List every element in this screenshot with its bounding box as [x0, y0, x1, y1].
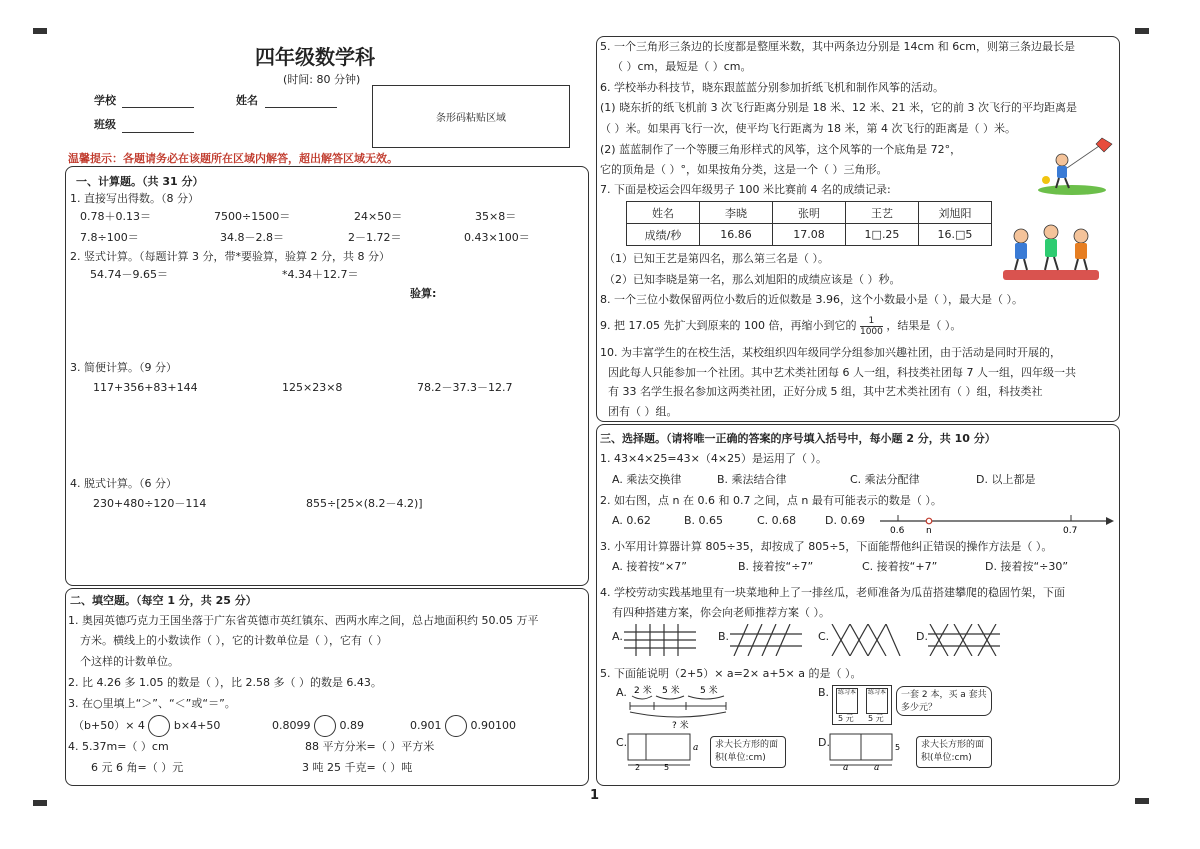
option-label[interactable]: A. [612, 630, 623, 643]
fill-line: 3 吨 25 千克=（ ）吨 [302, 761, 413, 774]
choice-option[interactable]: D. 接着按“÷30” [985, 560, 1069, 573]
segment-label: 2 米 [634, 686, 652, 696]
compare-circle[interactable] [314, 715, 336, 737]
speech-bubble: 求大长方形的面积(单位:cm) [916, 736, 992, 768]
school-label: 学校 [94, 94, 116, 107]
q7-heading: 7. 下面是校运会四年级男子 100 米比赛前 4 名的成绩记录: [600, 183, 891, 196]
choice-question: 有四种搭建方案，你会向老师推荐方案（ ）。 [612, 606, 830, 619]
q9-line [600, 314, 961, 338]
q6-line: (1) 晓东折的纸飞机前 3 次飞行距离分别是 18 米、12 米、21 米，它的前 3 次飞行的平均距离是 [600, 101, 1078, 114]
book-price: 5 元 [838, 714, 854, 723]
q5-line: 5. 一个三角形三条边的长度都是整厘米数，其中两条边分别是 14cm 和 6cm，则第三条边最长是 [600, 40, 1076, 53]
compare-right: b×4+50 [173, 719, 221, 732]
calc-item: 7.8÷100＝ [80, 231, 139, 244]
book-price: 5 元 [868, 714, 884, 723]
calc-item: 7500÷1500＝ [214, 210, 291, 223]
segment-label: ? 米 [672, 721, 689, 731]
book-icon: 练习本 [866, 688, 888, 714]
compare-row [272, 715, 364, 737]
dimension-label: 5 [664, 763, 670, 772]
registration-mark [33, 800, 47, 806]
q6-line: （ ）米。如果再飞行一次，使平均飞行距离为 18 米，第 4 次飞行的距离是（ ）米。 [600, 122, 1016, 135]
check-label: 验算: [410, 287, 437, 300]
name-label: 姓名 [236, 94, 258, 107]
section-2-title: 二、填空题。（每空 1 分，共 25 分） [70, 594, 257, 607]
fill-line: 88 平方分米=（ ）平方米 [305, 740, 435, 753]
q1-heading: 1. 直接写出得数。（8 分） [70, 192, 199, 205]
simplify-item: 78.2－37.3－12.7 [417, 381, 513, 394]
dimension-label: a [874, 763, 880, 772]
section-3-title: 三、选择题。（请将唯一正确的答案的序号填入括号中，每小题 2 分，共 10 分） [600, 432, 996, 445]
q7-sub: （1）已知王艺是第四名，那么第三名是（ ）。 [604, 252, 829, 265]
q4-heading: 4. 脱式计算。（6 分） [70, 477, 177, 490]
name-field[interactable] [265, 94, 337, 108]
class-label: 班级 [94, 118, 116, 131]
calc-item: 2－1.72＝ [348, 231, 402, 244]
school-field[interactable] [122, 94, 194, 108]
frame-cross-icon[interactable] [830, 624, 902, 656]
q9-text: 9. 把 17.05 先扩大到原来的 100 倍，再缩小到它的 [600, 319, 857, 332]
table-cell: 成绩/秒 [627, 224, 700, 246]
barcode-label: 条形码粘贴区域 [436, 113, 506, 124]
choice-question: 1. 43×4×25=43×（4×25）是运用了（ ）。 [600, 452, 828, 465]
q3-heading: 3. 简便计算。（9 分） [70, 361, 177, 374]
q2-heading: 2. 竖式计算。（每题计算 3 分，带*要验算，验算 2 分，共 8 分） [70, 250, 390, 263]
frame-grid-icon[interactable] [624, 624, 696, 656]
choice-option[interactable]: C. 接着按“+7” [862, 560, 938, 573]
warning-text: 温馨提示：各题请务必在该题所在区域内解答，超出解答区域无效。 [68, 152, 398, 165]
kite-illustration [1032, 136, 1118, 198]
q10-line: 因此每人只能参加一个社团。其中艺术类社团每 6 人一组，科技类社团每 7 人一组，四年级一共 [608, 366, 1076, 379]
table-header-cell: 张明 [773, 202, 846, 224]
fill-line: 方米。横线上的小数读作（ ），它的计数单位是（ ），它有（ ） [80, 634, 388, 647]
option-label[interactable]: D. [916, 630, 928, 643]
vertical-item: 54.74－9.65＝ [90, 268, 168, 281]
segment-diagram[interactable] [626, 684, 736, 732]
segment-label: 5 米 [662, 686, 680, 696]
fill-line: 4. 5.37m=（ ）cm [68, 740, 169, 753]
number-line-label: n [926, 526, 932, 536]
speech-bubble: 一套 2 本，买 a 套共多少元？ [896, 686, 992, 716]
q10-line: 10. 为丰富学生的在校生活，某校组织四年级同学分组参加兴趣社团，由于活动是同时开展的， [600, 346, 1061, 359]
vertical-item: *4.34＋12.7＝ [282, 268, 359, 281]
page-title: 四年级数学科 [255, 45, 375, 69]
compare-row [73, 715, 220, 737]
simplify-item: 125×23×8 [282, 381, 343, 394]
calc-item: 35×8＝ [475, 210, 517, 223]
choice-option[interactable]: D. 0.69 [825, 514, 865, 527]
runners-illustration [1003, 218, 1099, 284]
q8-line: 8. 一个三位小数保留两位小数后的近似数是 3.96，这个小数最小是（ ），最大是（ ）。 [600, 293, 1023, 306]
section-1-title: 一、计算题。（共 31 分） [76, 175, 204, 188]
q6-line: 6. 学校举办科技节，晓东跟蓝蓝分别参加折纸飞机和制作风筝的活动。 [600, 81, 944, 94]
dimension-label: a [843, 763, 849, 772]
choice-option[interactable]: C. 乘法分配律 [850, 473, 920, 486]
q10-line: 团有（ ）组。 [608, 405, 678, 418]
q10-line: 有 33 名学生报名参加这两类社团，正好分成 5 组，其中艺术类社团有（ ）组，科技类社 [608, 385, 1043, 398]
calc-item: 24×50＝ [354, 210, 403, 223]
fill-line: 3. 在○里填上“＞”、“＜”或“＝”。 [68, 697, 236, 710]
fraction-denominator: 1000 [859, 326, 883, 337]
compare-left: 0.8099 [272, 719, 311, 732]
table-cell: 1□.25 [846, 224, 919, 246]
choice-question: 3. 小军用计算器计算 805÷35，却按成了 805÷5，下面能帮他纠正错误的操作方法是（ ）。 [600, 540, 1053, 553]
table-header-cell: 李晓 [700, 202, 773, 224]
option-label[interactable]: D. [818, 736, 830, 749]
choice-option[interactable]: A. 接着按“×7” [612, 560, 687, 573]
q5-line: （ ）cm，最短是（ ）cm。 [612, 60, 752, 73]
barcode-area [372, 85, 570, 148]
dimension-label: 5 [895, 743, 901, 752]
registration-mark [33, 28, 47, 34]
fill-line: 1. 奥园英德巧克力王国坐落于广东省英德市英红镇东、西两水库之间，总占地面积约 50.05 万平 [68, 614, 539, 627]
compare-right: 0.89 [339, 719, 364, 732]
compare-right: 0.90100 [470, 719, 516, 732]
choice-option[interactable]: A. 0.62 [612, 514, 651, 527]
rectangle-diagram[interactable] [828, 732, 906, 772]
class-field[interactable] [122, 119, 194, 133]
choice-question: 5. 下面能说明（2+5）× a=2× a+5× a 的是（ ）。 [600, 667, 862, 680]
mixed-item: 230+480÷120－114 [93, 497, 207, 510]
frame-cross-braced-icon[interactable] [928, 624, 1000, 656]
choice-option[interactable]: C. 0.68 [757, 514, 797, 527]
option-label[interactable]: C. [616, 736, 628, 749]
q6-line: (2) 蓝蓝制作了一个等腰三角形样式的风筝，这个风筝的一个底角是 72°， [600, 143, 962, 156]
q6-line: 它的顶角是（ ）°，如果按角分类，这是一个（ ）三角形。 [600, 163, 888, 176]
compare-circle[interactable] [445, 715, 467, 737]
number-line [878, 511, 1116, 537]
registration-mark [1135, 798, 1149, 804]
choice-option[interactable]: B. 乘法结合律 [717, 473, 787, 486]
fill-line: 6 元 6 角=（ ）元 [91, 761, 184, 774]
choice-option[interactable]: B. 接着按“÷7” [738, 560, 814, 573]
option-label[interactable]: B. [818, 686, 830, 699]
compare-row [410, 715, 516, 737]
calc-item: 0.78＋0.13＝ [80, 210, 151, 223]
registration-mark [1135, 28, 1149, 34]
compare-circle[interactable] [148, 715, 170, 737]
choice-question: 4. 学校劳动实践基地里有一块菜地种上了一排丝瓜，老师准备为瓜苗搭建攀爬的稳固竹架，下面 [600, 586, 1065, 599]
choice-option[interactable]: A. 乘法交换律 [612, 473, 682, 486]
table-cell: 17.08 [773, 224, 846, 246]
choice-option[interactable]: B. 0.65 [684, 514, 724, 527]
speech-bubble: 求大长方形的面积(单位:cm) [710, 736, 786, 768]
choice-question: 2. 如右图，点 n 在 0.6 和 0.7 之间，点 n 最有可能表示的数是（ ）。 [600, 494, 942, 507]
calc-item: 34.8－2.8＝ [220, 231, 284, 244]
option-label[interactable]: C. [818, 630, 830, 643]
fill-line: 个这样的计数单位。 [80, 655, 179, 668]
q9-text: ，结果是（ ）。 [886, 319, 962, 332]
rectangle-diagram[interactable] [626, 732, 704, 772]
dimension-label: 2 [635, 763, 641, 772]
number-line-label: 0.7 [1063, 526, 1078, 536]
section-calculation [65, 166, 589, 586]
mixed-item: 855÷[25×(8.2－4.2)] [306, 497, 423, 510]
option-label[interactable]: A. [616, 686, 627, 699]
exam-time: (时间: 80 分钟) [283, 73, 361, 86]
page-number: 1 [590, 788, 600, 803]
simplify-item: 117+356+83+144 [93, 381, 198, 394]
q7-sub: （2）已知李晓是第一名，那么刘旭阳的成绩应该是（ ）秒。 [604, 273, 901, 286]
table-header-cell: 刘旭阳 [919, 202, 992, 224]
frame-slant-icon[interactable] [730, 624, 802, 656]
fraction-numerator: 1 [860, 316, 883, 327]
results-table [626, 201, 992, 246]
table-header-cell: 王艺 [846, 202, 919, 224]
table-cell: 16.□5 [919, 224, 992, 246]
table-header-cell: 姓名 [627, 202, 700, 224]
segment-label: 5 米 [700, 686, 718, 696]
table-cell: 16.86 [700, 224, 773, 246]
book-icon: 练习本 [836, 688, 858, 714]
option-label[interactable]: B. [718, 630, 730, 643]
dimension-label: a [693, 743, 699, 753]
choice-option[interactable]: D. 以上都是 [976, 473, 1036, 486]
calc-item: 0.43×100＝ [464, 231, 530, 244]
number-line-label: 0.6 [890, 526, 905, 536]
book-group-box [832, 685, 892, 725]
compare-left: 0.901 [410, 719, 442, 732]
fill-line: 2. 比 4.26 多 1.05 的数是（ ），比 2.58 多（ ）的数是 6.43。 [68, 676, 382, 689]
fraction [860, 316, 883, 337]
compare-left: （b+50）× 4 [73, 719, 145, 732]
